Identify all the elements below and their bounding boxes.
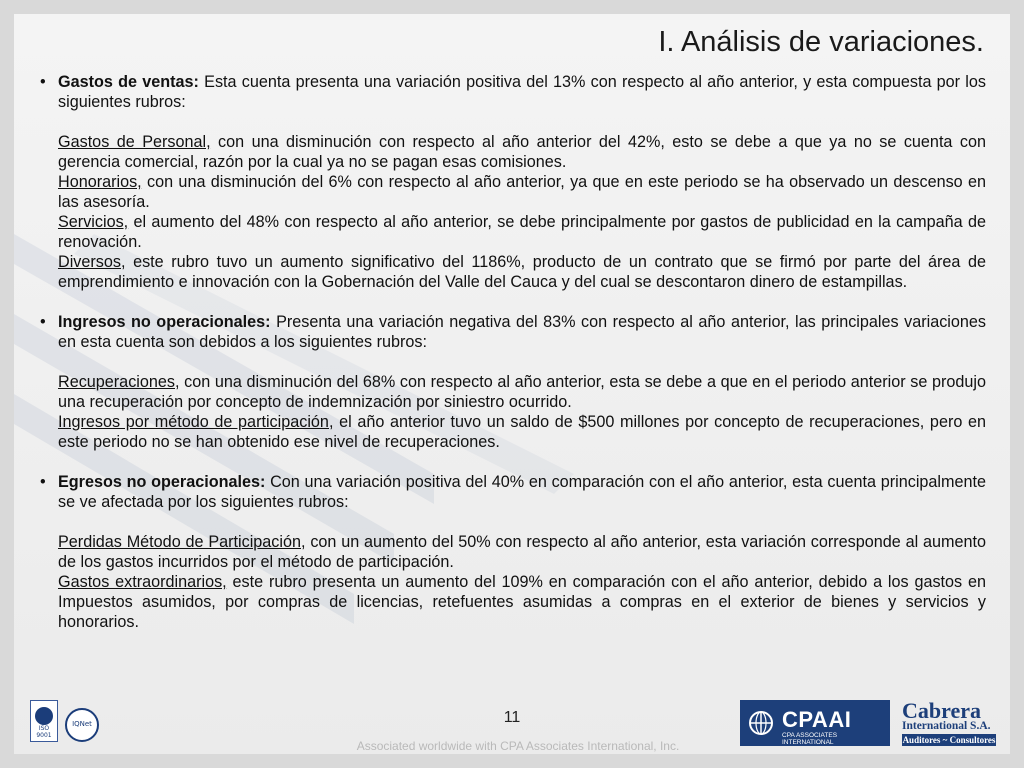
sub-item-label: Recuperaciones,	[58, 373, 180, 391]
slide	[14, 14, 1010, 754]
bullet-gastos-ventas	[38, 72, 986, 112]
sub-item-text: con una disminución con respecto al año anterior del 42%, esto se debe a que ya no se cuenta con gerencia comercial, razón por la cual ya no se pagan esas comisiones.	[58, 133, 986, 171]
sub-item	[38, 252, 986, 292]
sub-item	[38, 132, 986, 172]
footer-note: Associated worldwide with CPA Associates International, Inc.	[356, 739, 680, 753]
bullet-heading: Egresos no operacionales:	[58, 473, 266, 491]
sub-item	[38, 212, 986, 252]
sub-item-label: Gastos extraordinarios,	[58, 573, 227, 591]
bullet-egresos-no-operacionales	[38, 472, 986, 512]
sub-item-text: el año anterior tuvo un saldo de $500 millones por concepto de recuperaciones, pero en este periodo no se han obtenido ese nivel de recuperaciones.	[58, 413, 986, 451]
cabrera-logo	[898, 698, 998, 748]
cpaai-logo	[740, 700, 890, 746]
page-number: 11	[503, 709, 521, 726]
sub-item-label: Servicios,	[58, 213, 129, 231]
bullet-heading: Gastos de ventas:	[58, 73, 199, 91]
sub-item-text: este rubro presenta un aumento del 109% en comparación con el año anterior, debido a los gastos en Impuestos asumidos, por compras de licencias, retefuentes asumidas a compras en el exterior de bienes y servicios y honorarios.	[58, 573, 986, 631]
bullet-intro: Esta cuenta presenta una variación positiva del 13% con respecto al año anterior, y esta compuesta por los siguientes rubros:	[58, 73, 986, 111]
sub-item-label: Diversos,	[58, 253, 126, 271]
bullet-ingresos-no-operacionales	[38, 312, 986, 352]
slide-title: I. Análisis de variaciones.	[658, 26, 984, 58]
bullet-intro: Con una variación positiva del 40% en comparación con el año anterior, esta cuenta principalmente se ve afectada por los siguientes rubros:	[58, 473, 987, 511]
iqnet-label: IQNet	[72, 720, 92, 728]
cabrera-name: Cabrera	[902, 698, 982, 723]
sub-item	[38, 172, 986, 212]
cabrera-tagline: Auditores ~ Consultores	[902, 735, 996, 745]
iso-label: ISO 9001	[36, 725, 52, 739]
sub-item-text: con una disminución del 68% con respecto al año anterior, esta se debe a que en el periodo anterior se produjo una recuperación por concepto de indemnización por siniestro ocurrido.	[58, 373, 986, 411]
bullet-intro: Presenta una variación negativa del 83% con respecto al año anterior, las principales variaciones en esta cuenta son debidos a los siguientes rubros:	[58, 313, 986, 351]
cpaai-name: CPAAI	[782, 707, 852, 732]
sub-item	[38, 532, 986, 572]
sub-item	[38, 572, 986, 632]
bullet-heading: Ingresos no operacionales:	[58, 313, 271, 331]
cabrera-subtitle: International S.A.	[902, 720, 991, 732]
sub-item-label: Ingresos por método de participación,	[58, 413, 334, 431]
sub-item-label: Honorarios,	[58, 173, 142, 191]
sub-item-text: el aumento del 48% con respecto al año anterior, se debe principalmente por gastos de publicidad en la campaña de renovación.	[58, 213, 987, 251]
sub-item-label: Gastos de Personal,	[58, 133, 211, 151]
sub-item-text: con una disminución del 6% con respecto al año anterior, ya que en este periodo se ha observado un descenso en las asesoría.	[58, 173, 986, 211]
sub-item	[38, 412, 986, 452]
sub-item-text: con un aumento del 50% con respecto al año anterior, esta variación corresponde al aumento de los gastos incurridos por el método de participación.	[58, 533, 986, 571]
cpaai-subtitle: CPA ASSOCIATES INTERNATIONAL	[782, 732, 838, 746]
sub-item-label: Perdidas Método de Participación,	[58, 533, 306, 551]
sub-item-text: este rubro tuvo un aumento significativo del 1186%, producto de un contrato que se firmó por parte del área de emprendimiento e innovación con la Gobernación del Valle del Cauca y del cual se descontaron dinero de estampillas.	[58, 253, 987, 291]
slide-content	[38, 72, 986, 632]
globe-icon	[748, 710, 774, 736]
sub-item	[38, 372, 986, 412]
